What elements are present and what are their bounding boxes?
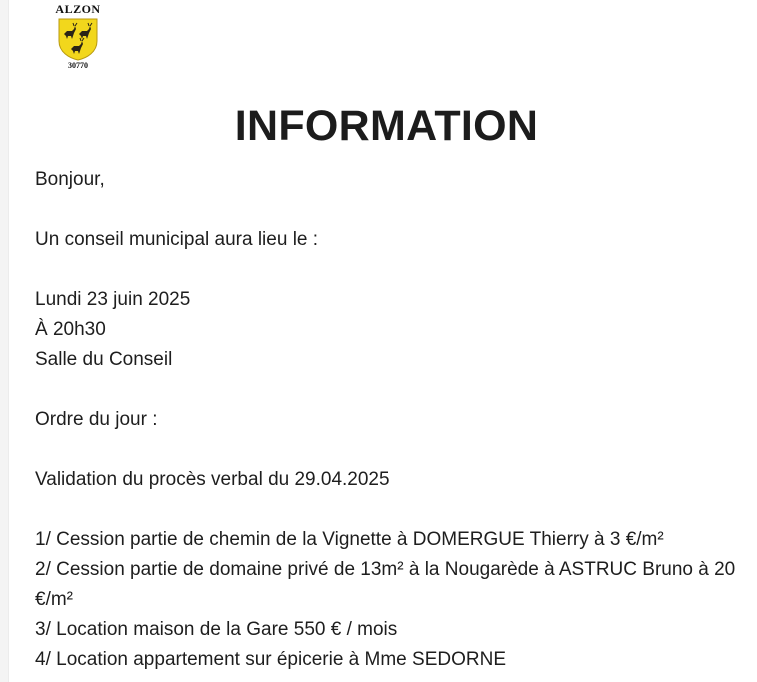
logo-town-name: ALZON <box>55 2 101 16</box>
greeting-text: Bonjour, <box>35 169 105 190</box>
shield-shape <box>59 19 97 60</box>
intro-text: Un conseil municipal aura lieu le : <box>35 229 319 250</box>
meeting-place: Salle du Conseil <box>35 349 173 370</box>
agenda-item: 2/ Cession partie de domaine privé de 13m² à la Nougarède à ASTRUC Bruno à 20 €/m² <box>35 559 736 610</box>
page-title: INFORMATION <box>234 102 539 150</box>
agenda-item: 4/ Location appartement sur épicerie à Mme SEDORNE <box>35 649 506 670</box>
announcement-body <box>35 165 750 675</box>
meeting-time: À 20h30 <box>35 319 106 340</box>
meeting-date: Lundi 23 juin 2025 <box>35 289 191 310</box>
agenda-heading: Ordre du jour : <box>35 409 158 430</box>
coat-of-arms-icon <box>57 17 99 61</box>
agenda-item: 1/ Cession partie de chemin de la Vignette à DOMERGUE Thierry à 3 €/m² <box>35 529 664 550</box>
agenda-item: 3/ Location maison de la Gare 550 € / mois <box>35 619 398 640</box>
town-logo <box>50 2 106 71</box>
logo-postal-code: 30770 <box>68 61 88 70</box>
agenda-validation: Validation du procès verbal du 29.04.2025 <box>35 469 390 490</box>
